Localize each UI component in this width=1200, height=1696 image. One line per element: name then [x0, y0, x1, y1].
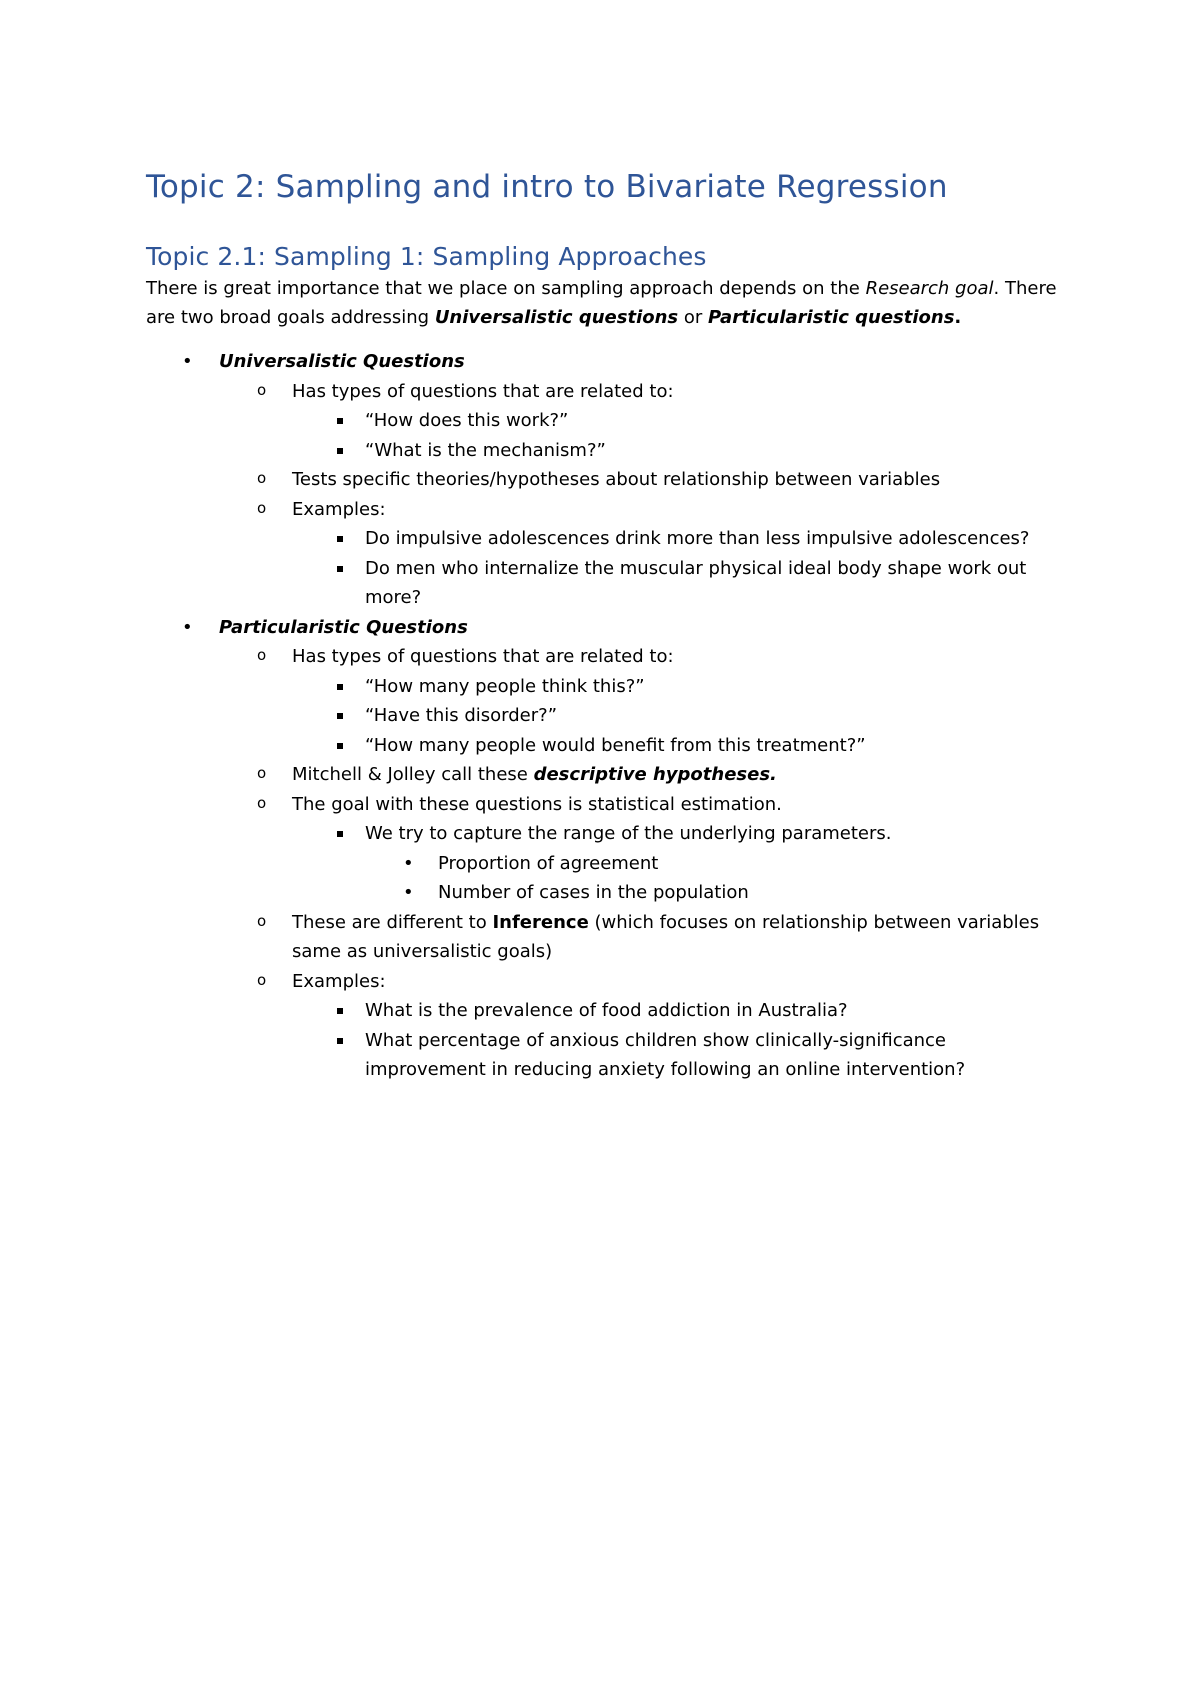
universalistic-label: Universalistic Questions [219, 351, 465, 372]
examples-label: Examples: [292, 498, 386, 520]
intro-text-1: There is great importance that we place on sampling approach depends on the [146, 278, 866, 299]
list-item: What percentage of anxious children show clinically-significance improvement in reducing anxiety following an online intervention? [292, 1026, 1066, 1085]
parameters-list [365, 849, 1066, 908]
list-item: “How many people think this?” [292, 672, 1066, 702]
list-item: “How does this work?” [292, 406, 1066, 436]
list-item [219, 495, 1066, 613]
intro-paragraph [146, 274, 1066, 332]
list-item [219, 908, 1066, 967]
particularistic-label: Particularistic Questions [219, 616, 468, 638]
types-list [292, 406, 1066, 465]
intro-text-2: . There are two broad goals addressing [146, 278, 1057, 328]
section-heading: Topic 2.1: Sampling 1: Sampling Approaches [146, 242, 707, 271]
list-item: “How many people would benefit from this treatment?” [292, 731, 1066, 761]
document-body [146, 166, 1066, 1085]
list-item [219, 760, 1066, 790]
list-item: • Number of cases in the population [365, 878, 1066, 908]
goal-sub-text: We try to capture the range of the underlying parameters. [365, 823, 892, 844]
particularistic-item [146, 613, 1066, 1085]
list-item: “What is the mechanism?” [292, 436, 1066, 466]
list-item [219, 642, 1066, 760]
research-goal-term: Research goal [865, 278, 994, 299]
mitchell-text: Mitchell & Jolley call these [292, 764, 534, 785]
intro-end: . [954, 307, 962, 328]
examples-list [292, 524, 1066, 613]
types-list [292, 672, 1066, 761]
particularistic-term: Particularistic questions [708, 307, 955, 328]
list-item: Do impulsive adolescences drink more than less impulsive adolescences? [292, 524, 1066, 554]
list-item [219, 790, 1066, 908]
goal-text: The goal with these questions is statistical estimation. [292, 793, 782, 815]
list-item: “Have this disorder?” [292, 701, 1066, 731]
examples-label: Examples: [292, 970, 386, 992]
question-types-list [146, 347, 1066, 1085]
universalistic-term: Universalistic questions [434, 307, 679, 328]
list-item: What is the prevalence of food addiction in Australia? [292, 996, 1066, 1026]
universalistic-sublist [219, 377, 1066, 613]
list-item [292, 819, 1066, 908]
particularistic-sublist [219, 642, 1066, 1085]
inference-prefix: These are different to [292, 911, 493, 933]
intro-or: or [678, 307, 709, 328]
list-item: o Tests specific theories/hypotheses about relationship between variables [219, 465, 1066, 495]
list-item: • Proportion of agreement [365, 849, 1066, 879]
list-item [219, 377, 1066, 466]
list-item [219, 967, 1066, 1085]
inference-suffix: (which focuses on relationship between variables same as universalistic goals) [292, 911, 1040, 962]
goal-sublist [292, 819, 1066, 908]
universalistic-item [146, 347, 1066, 613]
descriptive-hypotheses-term: descriptive hypotheses. [533, 764, 777, 785]
inference-term: Inference [492, 911, 589, 933]
list-item: Do men who internalize the muscular physical ideal body shape work out more? [292, 554, 1066, 613]
types-label: Has types of questions that are related to: [292, 380, 674, 402]
examples-list [292, 996, 1066, 1085]
page-title: Topic 2: Sampling and intro to Bivariate Regression [146, 169, 948, 205]
types-label: Has types of questions that are related to: [292, 646, 674, 667]
